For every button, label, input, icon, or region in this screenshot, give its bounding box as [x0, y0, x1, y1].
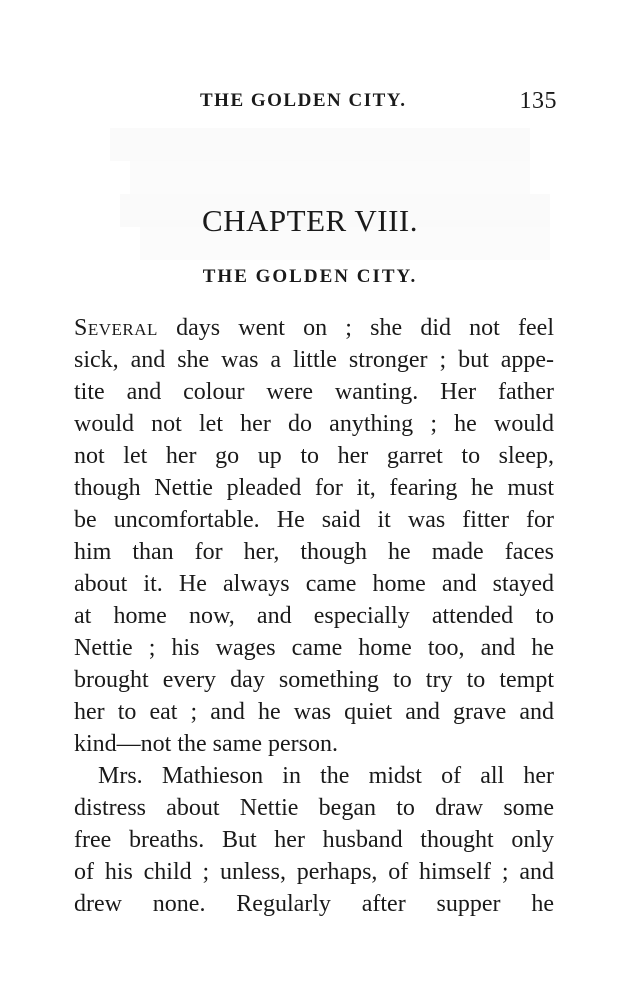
text-line: her to eat ; and he was quiet and grave and: [74, 699, 554, 725]
text-line: free breaths. But her husband thought only: [74, 827, 554, 853]
text-line: tite and colour were wanting. Her father: [74, 379, 554, 405]
line-text: days went on ; she did not feel: [157, 315, 554, 341]
chapter-heading: CHAPTER VIII.: [201, 203, 419, 238]
text-line: Nettie ; his wages came home too, and he: [74, 635, 554, 661]
text-line: brought every day something to try to tempt: [74, 667, 554, 693]
chapter-subtitle: THE GOLDEN CITY.: [202, 266, 418, 287]
text-line: kind—not the same person.: [74, 731, 338, 757]
running-title: THE GOLDEN CITY.: [200, 90, 407, 111]
text-line: him than for her, though he made faces: [74, 539, 554, 565]
text-line: distress about Nettie began to draw some: [74, 795, 554, 821]
text-line: would not let her do anything ; he would: [74, 411, 554, 437]
page-number: 135: [519, 88, 557, 114]
text-line: be uncomfortable. He said it was fitter for: [74, 507, 554, 533]
text-line: about it. He always came home and stayed: [74, 571, 554, 597]
running-head: [0, 88, 643, 118]
text-line: at home now, and especially attended to: [74, 603, 554, 629]
text-line: not let her go up to her garret to sleep,: [74, 443, 554, 469]
text-line: Mrs. Mathieson in the midst of all her: [98, 763, 554, 789]
text-line: [74, 312, 554, 344]
text-line: of his child ; unless, perhaps, of himself ; and: [74, 859, 554, 885]
text-line: though Nettie pleaded for it, fearing he must: [74, 475, 554, 501]
text-line: sick, and she was a little stronger ; but appe-: [74, 347, 554, 373]
text-line: drew none. Regularly after supper he: [74, 891, 554, 917]
body-text: [74, 312, 554, 920]
lead-word: Several: [74, 315, 158, 341]
